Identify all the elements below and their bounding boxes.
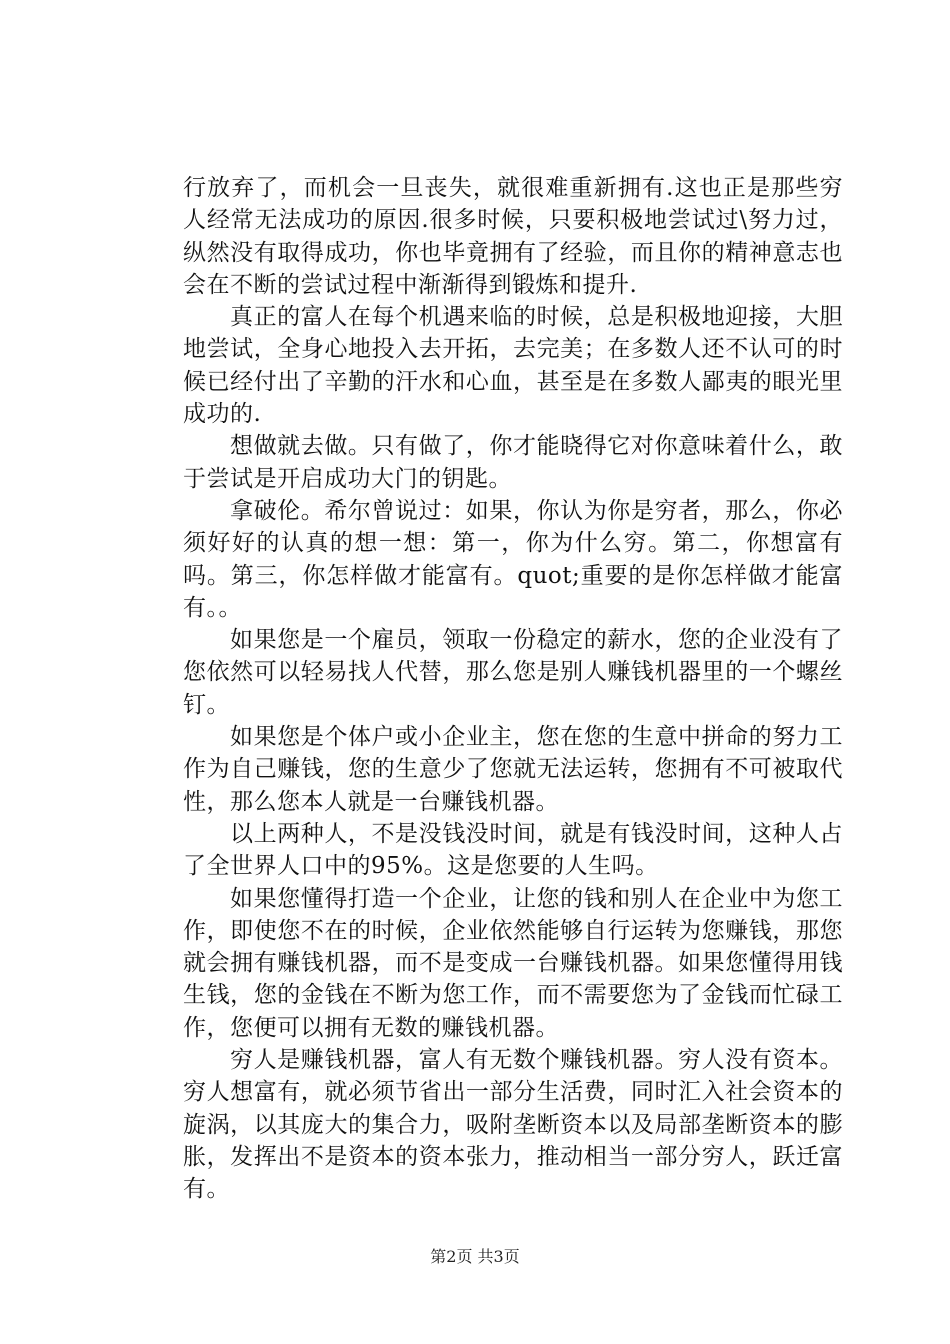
paragraph: 以上两种人，不是没钱没时间，就是有钱没时间，这种人占了全世界人口中的95%。这是您要的人生吗。: [183, 820, 843, 880]
paragraph: 真正的富人在每个机遇来临的时候，总是积极地迎接，大胆地尝试，全身心地投入去开拓，去完美；在多数人还不认可的时候已经付出了辛勤的汗水和心血，甚至是在多数人鄙夷的眼光里成功的.: [183, 304, 843, 428]
document-body: [183, 172, 843, 1206]
paragraph: 拿破伦。希尔曾说过：如果，你认为你是穷者，那么，你必须好好的认真的想一想：第一，你为什么穷。第二，你想富有吗。第三，你怎样做才能富有。quot;重要的是你怎样做才能富有。。: [183, 497, 843, 621]
paragraph: 如果您懂得打造一个企业，让您的钱和别人在企业中为您工作，即使您不在的时候，企业依然能够自行运转为您赚钱，那您就会拥有赚钱机器，而不是变成一台赚钱机器。如果您懂得用钱生钱，您的金钱在不断为您工作，而不需要您为了金钱而忙碌工作，您便可以拥有无数的赚钱机器。: [183, 885, 843, 1041]
paragraph: 行放弃了，而机会一旦丧失，就很难重新拥有.这也正是那些穷人经常无法成功的原因.很多时候，只要积极地尝试过\努力过，纵然没有取得成功，你也毕竟拥有了经验，而且你的精神意志也会在不断的尝试过程中渐渐得到锻炼和提升.: [183, 175, 843, 298]
paragraph: 如果您是个体户或小企业主，您在您的生意中拼命的努力工作为自己赚钱，您的生意少了您就无法运转，您拥有不可被取代性，那么您本人就是一台赚钱机器。: [183, 724, 843, 815]
paragraph: 如果您是一个雇员，领取一份稳定的薪水，您的企业没有了您依然可以轻易找人代替，那么您是别人赚钱机器里的一个螺丝钉。: [183, 627, 843, 718]
paragraph: 穷人是赚钱机器，富人有无数个赚钱机器。穷人没有资本。穷人想富有，就必须节省出一部分生活费，同时汇入社会资本的旋涡，以其庞大的集合力，吸附垄断资本以及局部垄断资本的膨胀，发挥出不是资本的资本张力，推动相当一部分穷人，跃迁富有。: [183, 1047, 843, 1203]
page-footer: 第2页 共3页: [430, 1247, 520, 1266]
paragraph: 想做就去做。只有做了，你才能晓得它对你意味着什么，敢于尝试是开启成功大门的钥匙。: [183, 433, 843, 492]
